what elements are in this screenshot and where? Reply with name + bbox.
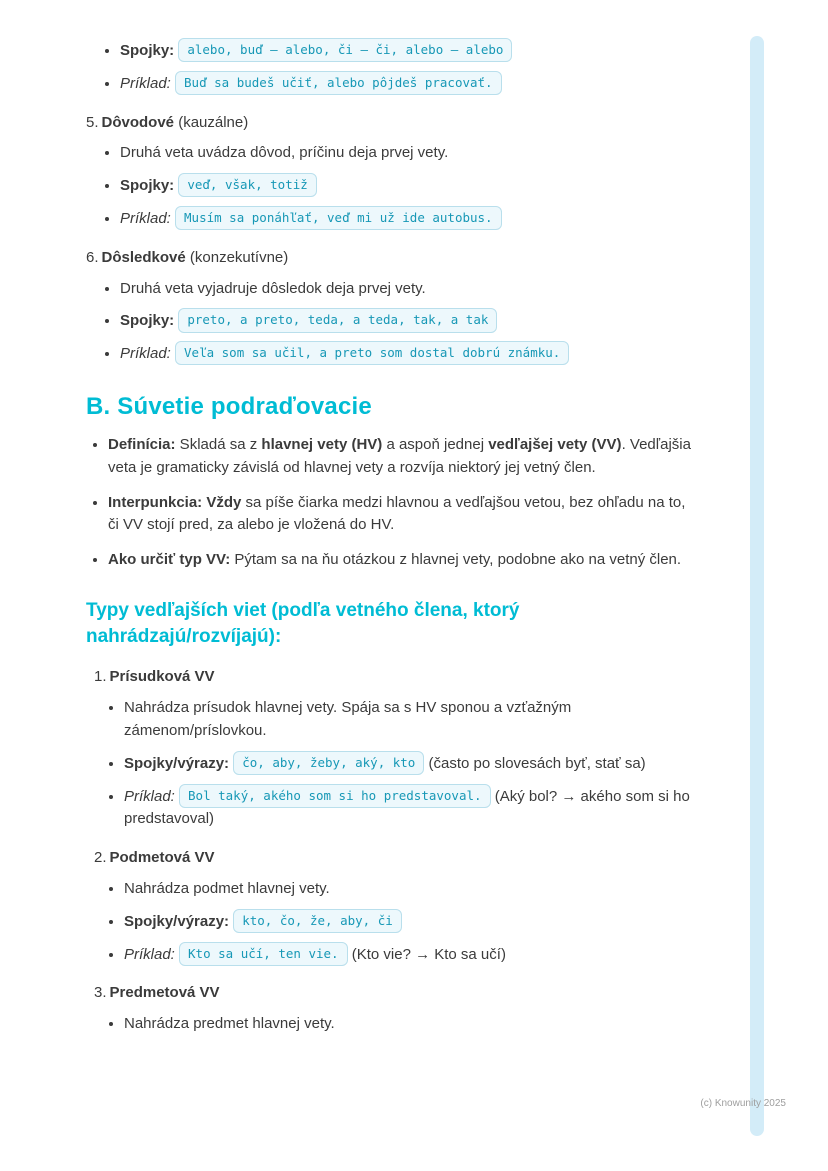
- item-title: [94, 666, 692, 689]
- definicia-text-1: Skladá sa z: [175, 435, 262, 453]
- conjunctions-code-chip: preto, a preto, teda, a teda, tak, a tak: [178, 308, 497, 332]
- definicia-label: Definícia:: [108, 435, 176, 453]
- definicia-text-2: a aspoň jednej: [382, 435, 489, 453]
- item-title-suffix: (kauzálne): [174, 113, 249, 131]
- interpunkcia-item: [108, 492, 692, 538]
- priklad-label: Príklad:: [124, 787, 175, 805]
- spojky-line: [120, 308, 692, 333]
- numbered-item-6: [86, 247, 692, 366]
- item-title: [94, 982, 692, 1005]
- continuation-list: [86, 38, 692, 96]
- description-line: [124, 878, 692, 901]
- priklad-suffix: (Kto vie? → Kto sa učí): [347, 945, 506, 963]
- item-number: 6.: [86, 248, 99, 266]
- item-title-text: Podmetová VV: [109, 849, 215, 867]
- description-text: Druhá veta uvádza dôvod, príčinu deja prvej vety.: [120, 144, 449, 162]
- priklad-line: [124, 784, 692, 832]
- vv-item-2: [94, 847, 692, 966]
- item-title-suffix: (konzekutívne): [185, 248, 289, 266]
- item-bullets: [86, 278, 692, 366]
- item-title-text: Dôsledkové: [101, 248, 186, 266]
- spojky-label: Spojky/výrazy:: [124, 912, 230, 930]
- spojky-label: Spojky:: [120, 42, 175, 59]
- priklad-line: [120, 206, 692, 231]
- example-code-chip: Buď sa budeš učiť, alebo pôjdeš pracovať.: [175, 71, 502, 95]
- description-line: [124, 697, 692, 743]
- item-bullets: [86, 142, 692, 230]
- item-bullets: [94, 697, 692, 831]
- spojky-line: [124, 909, 692, 934]
- priklad-label: Príklad:: [120, 345, 171, 363]
- description-line: [120, 142, 692, 165]
- item-number: 2.: [94, 849, 107, 867]
- interpunkcia-text: sa píše čiarka medzi hlavnou a vedľajšou vetou, bez ohľadu na to, či VV stojí pred, za alebo je vložená do HV.: [108, 493, 686, 534]
- item-title: [86, 247, 692, 270]
- ako-urcit-text: Pýtam sa na ňu otázkou z hlavnej vety, podobne ako na vetný člen.: [230, 551, 682, 569]
- priklad-line: [124, 942, 692, 967]
- priklad-label: Príklad:: [120, 209, 171, 227]
- priklad-label: Príklad:: [120, 74, 171, 92]
- priklad-line: [120, 341, 692, 366]
- page-edge-bar: [750, 36, 764, 1136]
- conjunctions-code-chip: čo, aby, žeby, aký, kto: [233, 751, 424, 775]
- description-line: [124, 1013, 692, 1036]
- item-title: [94, 847, 692, 870]
- conjunctions-code-chip: kto, čo, že, aby, či: [233, 909, 402, 933]
- definicia-bold-2: vedľajšej vety (VV): [488, 435, 622, 453]
- item-bullets: [94, 1013, 692, 1036]
- item-title-text: Prísudková VV: [109, 668, 215, 686]
- priklad-suffix: (Aký bol? → akého som si ho predstavoval): [124, 787, 690, 828]
- definicia-text-3: . Vedľajšia veta je gramaticky závislá od hlavnej vety a rozvíja niektorý jej vetný člen.: [108, 435, 691, 476]
- copyright-credit: (c) Knowunity 2025: [700, 1098, 786, 1109]
- conjunctions-code-chip: veď, však, totiž: [178, 173, 316, 197]
- description-text: Nahrádza podmet hlavnej vety.: [124, 879, 330, 897]
- priklad-line: [120, 71, 692, 96]
- example-code-chip: Kto sa učí, ten vie.: [179, 942, 348, 966]
- description-text: Druhá veta vyjadruje dôsledok deja prvej vety.: [120, 279, 426, 297]
- definicia-item: [108, 434, 692, 480]
- content-column: [86, 30, 692, 1044]
- spojky-line: [124, 751, 692, 776]
- definicia-bold-1: hlavnej vety (HV): [261, 435, 383, 453]
- description-text: Nahrádza predmet hlavnej vety.: [124, 1015, 335, 1033]
- numbered-item-5: [86, 112, 692, 231]
- item-bullets: [94, 878, 692, 966]
- spojky-suffix: (často po slovesách byť, stať sa): [424, 754, 646, 772]
- spojky-label: Spojky/výrazy:: [124, 754, 230, 772]
- description-text: Nahrádza prísudok hlavnej vety. Spája sa s HV sponou a vzťažným zámenom/príslovkou.: [124, 699, 572, 739]
- item-number: 1.: [94, 668, 107, 686]
- vv-item-1: [94, 666, 692, 831]
- example-code-chip: Musím sa ponáhľať, veď mi už ide autobus.: [175, 206, 502, 230]
- item-number: 3.: [94, 984, 107, 1002]
- ako-urcit-label: Ako určiť typ VV:: [108, 551, 231, 569]
- item-number: 5.: [86, 113, 99, 131]
- description-line: [120, 278, 692, 301]
- vv-item-3: [94, 982, 692, 1036]
- item-title-text: Dôvodové: [101, 113, 175, 131]
- spojky-label: Spojky:: [120, 177, 175, 195]
- subsection-heading: Typy vedľajších viet (podľa vetného člena, ktorý nahrádzajú/rozvíjajú):: [86, 599, 520, 648]
- ako-urcit-item: [108, 549, 692, 572]
- spojky-label: Spojky:: [120, 312, 175, 330]
- section-heading-b: B. Súvetie podraďovacie: [86, 392, 372, 420]
- interpunkcia-label: Interpunkcia: Vždy: [108, 493, 242, 511]
- section-b-list: [86, 434, 692, 572]
- example-code-chip: Bol taký, akého som si ho predstavoval.: [179, 784, 491, 808]
- item-title: [86, 112, 692, 135]
- item-title-text: Predmetová VV: [109, 984, 220, 1002]
- spojky-line: [120, 38, 692, 63]
- example-code-chip: Veľa som sa učil, a preto som dostal dobrú známku.: [175, 341, 569, 365]
- conjunctions-code-chip: alebo, buď – alebo, či – či, alebo – alebo: [178, 38, 512, 62]
- spojky-line: [120, 173, 692, 198]
- priklad-label: Príklad:: [124, 945, 175, 963]
